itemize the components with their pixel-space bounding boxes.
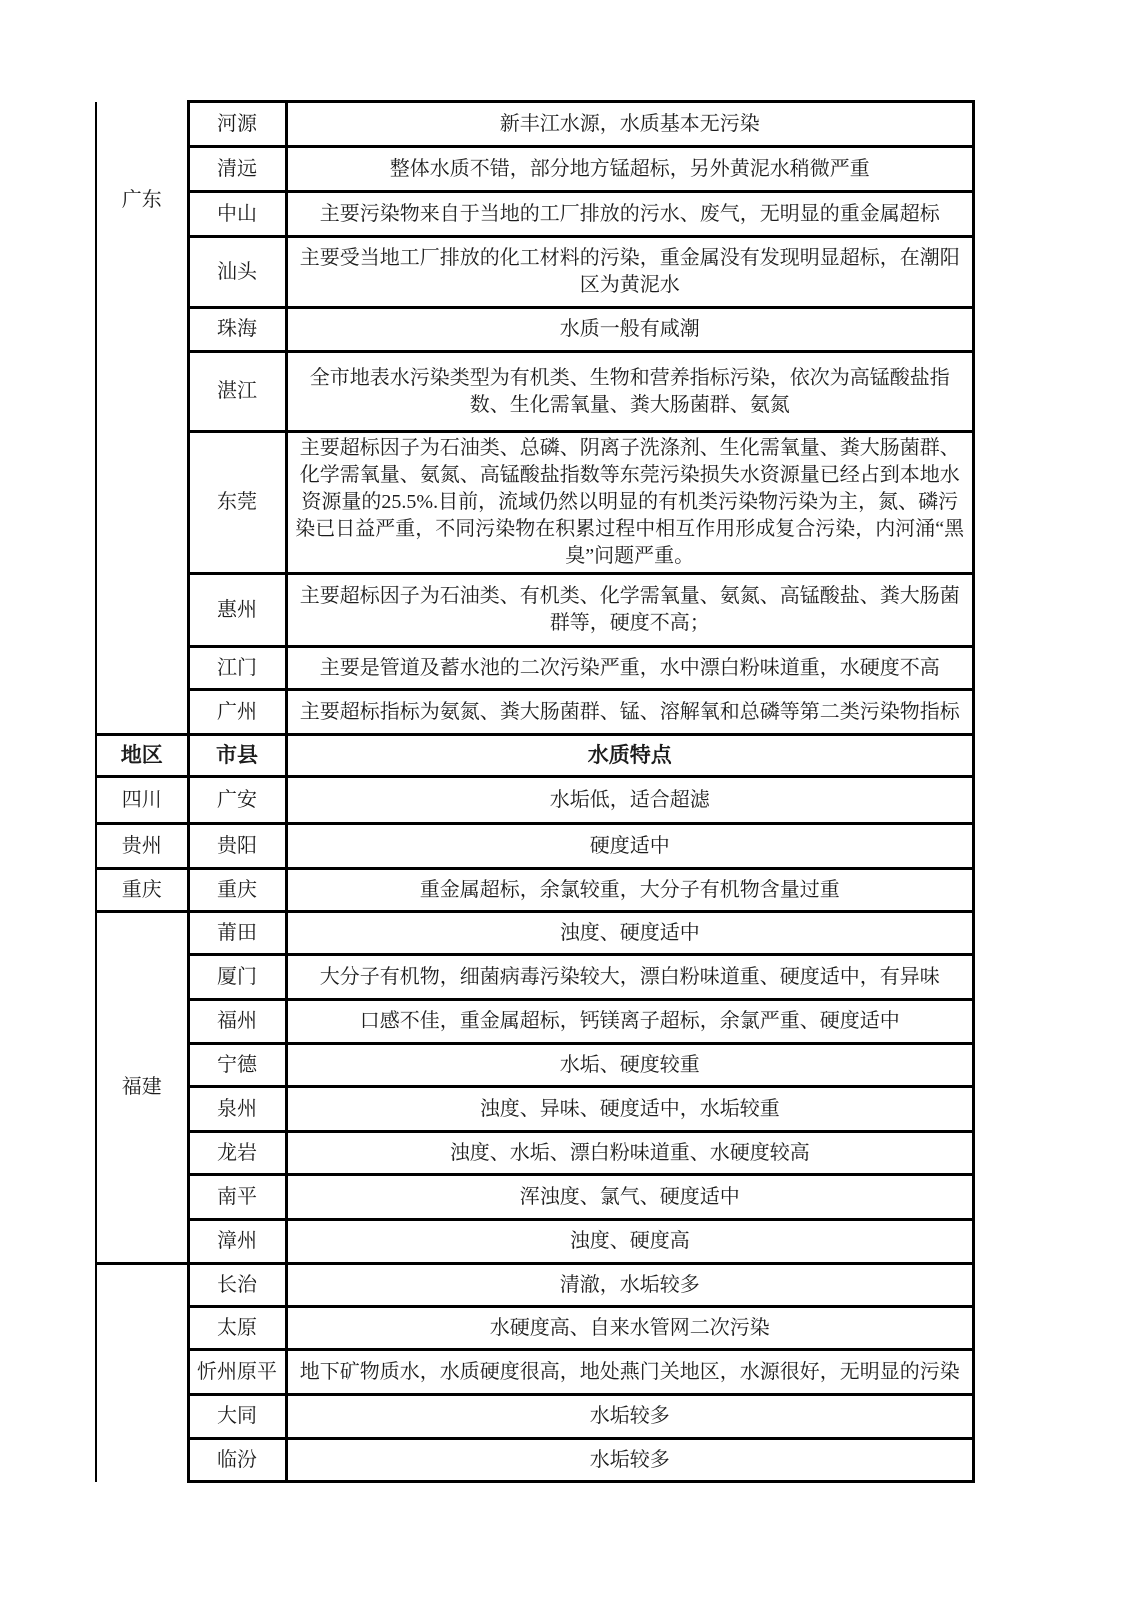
- table-row: [96, 1220, 974, 1264]
- feature-cell: 主要超标因子为石油类、有机类、化学需氧量、氨氮、高锰酸盐、粪大肠菌群等，硬度不高；: [286, 574, 974, 647]
- feature-cell: 新丰江水源，水质基本无污染: [286, 102, 974, 147]
- feature-cell: 清澈，水垢较多: [286, 1264, 974, 1307]
- feature-cell: 水垢低，适合超滤: [286, 777, 974, 824]
- table-row: [96, 1439, 974, 1482]
- table-row: [96, 1175, 974, 1220]
- feature-cell: 浊度、水垢、漂白粉味道重、水硬度较高: [286, 1132, 974, 1175]
- city-cell: 重庆: [188, 869, 286, 912]
- region-cell: 广东: [96, 102, 188, 735]
- table-row: [96, 432, 974, 574]
- feature-cell: 水硬度高、自来水管网二次污染: [286, 1307, 974, 1350]
- city-cell: 临汾: [188, 1439, 286, 1482]
- feature-cell: 浊度、硬度适中: [286, 912, 974, 955]
- city-cell: 忻州原平: [188, 1350, 286, 1395]
- header-city-cell: 市县: [188, 735, 286, 777]
- feature-cell: 主要超标因子为石油类、总磷、阴离子洗涤剂、生化需氧量、粪大肠菌群、化学需氧量、氨氮、高锰酸盐指数等东莞污染损失水资源量已经占到本地水资源量的25.5%.目前，流域仍然以明显的有机类污染物污染为主，氮、磷污染已日益严重，不同污染物在积累过程中相互作用形成复合污染，内河涌“黑臭”问题严重。: [286, 432, 974, 574]
- city-cell: 广州: [188, 690, 286, 735]
- table-row: [96, 690, 974, 735]
- table-row: [96, 1264, 974, 1307]
- feature-cell: 水垢、硬度较重: [286, 1044, 974, 1087]
- city-cell: 清远: [188, 147, 286, 192]
- table-row: [96, 1044, 974, 1087]
- feature-cell: 整体水质不错，部分地方锰超标，另外黄泥水稍微严重: [286, 147, 974, 192]
- feature-cell: 水垢较多: [286, 1395, 974, 1439]
- feature-cell: 大分子有机物，细菌病毒污染较大，漂白粉味道重、硬度适中，有异味: [286, 955, 974, 1000]
- table-header-row: [96, 735, 974, 777]
- city-cell: 珠海: [188, 308, 286, 352]
- table-row: [96, 777, 974, 824]
- table-row: [96, 1132, 974, 1175]
- region-cell: 福建: [96, 912, 188, 1264]
- feature-cell: 水垢较多: [286, 1439, 974, 1482]
- table-row: [96, 1350, 974, 1395]
- feature-cell: 重金属超标，余氯较重，大分子有机物含量过重: [286, 869, 974, 912]
- feature-cell: 水质一般有咸潮: [286, 308, 974, 352]
- feature-cell: 浑浊度、氯气、硬度适中: [286, 1175, 974, 1220]
- table-row: [96, 308, 974, 352]
- table-row: [96, 824, 974, 869]
- table-row: [96, 955, 974, 1000]
- table-row: [96, 1087, 974, 1132]
- city-cell: 东莞: [188, 432, 286, 574]
- table-row: [96, 192, 974, 237]
- feature-cell: 硬度适中: [286, 824, 974, 869]
- feature-cell: 主要受当地工厂排放的化工材料的污染，重金属没有发现明显超标，在潮阳区为黄泥水: [286, 237, 974, 308]
- header-region-cell: 地区: [96, 735, 188, 777]
- table-row: [96, 912, 974, 955]
- feature-cell: 浊度、硬度高: [286, 1220, 974, 1264]
- feature-cell: 主要污染物来自于当地的工厂排放的污水、废气，无明显的重金属超标: [286, 192, 974, 237]
- city-cell: 大同: [188, 1395, 286, 1439]
- header-feature-cell: 水质特点: [286, 735, 974, 777]
- table-row: [96, 102, 974, 147]
- feature-cell: 浊度、异味、硬度适中，水垢较重: [286, 1087, 974, 1132]
- city-cell: 厦门: [188, 955, 286, 1000]
- city-cell: 龙岩: [188, 1132, 286, 1175]
- city-cell: 汕头: [188, 237, 286, 308]
- city-cell: 中山: [188, 192, 286, 237]
- region-cell: 四川: [96, 777, 188, 824]
- feature-cell: 口感不佳，重金属超标，钙镁离子超标，余氯严重、硬度适中: [286, 1000, 974, 1044]
- city-cell: 广安: [188, 777, 286, 824]
- feature-cell: 主要是管道及蓄水池的二次污染严重，水中漂白粉味道重，水硬度不高: [286, 647, 974, 690]
- city-cell: 河源: [188, 102, 286, 147]
- city-cell: 长治: [188, 1264, 286, 1307]
- city-cell: 贵阳: [188, 824, 286, 869]
- table-row: [96, 237, 974, 308]
- city-cell: 宁德: [188, 1044, 286, 1087]
- feature-cell: 全市地表水污染类型为有机类、生物和营养指标污染，依次为高锰酸盐指数、生化需氧量、粪大肠菌群、氨氮: [286, 352, 974, 432]
- water-quality-table: [95, 100, 975, 1483]
- table-row: [96, 1000, 974, 1044]
- table-row: [96, 869, 974, 912]
- city-cell: 泉州: [188, 1087, 286, 1132]
- region-cell: [96, 1264, 188, 1482]
- city-cell: 福州: [188, 1000, 286, 1044]
- city-cell: 莆田: [188, 912, 286, 955]
- city-cell: 太原: [188, 1307, 286, 1350]
- region-cell: 重庆: [96, 869, 188, 912]
- feature-cell: 主要超标指标为氨氮、粪大肠菌群、锰、溶解氧和总磷等第二类污染物指标: [286, 690, 974, 735]
- city-cell: 漳州: [188, 1220, 286, 1264]
- table-row: [96, 574, 974, 647]
- city-cell: 江门: [188, 647, 286, 690]
- table-row: [96, 352, 974, 432]
- region-cell: 贵州: [96, 824, 188, 869]
- city-cell: 湛江: [188, 352, 286, 432]
- city-cell: 南平: [188, 1175, 286, 1220]
- feature-cell: 地下矿物质水，水质硬度很高，地处燕门关地区，水源很好，无明显的污染: [286, 1350, 974, 1395]
- table-row: [96, 1395, 974, 1439]
- table-row: [96, 647, 974, 690]
- table-row: [96, 147, 974, 192]
- city-cell: 惠州: [188, 574, 286, 647]
- table-row: [96, 1307, 974, 1350]
